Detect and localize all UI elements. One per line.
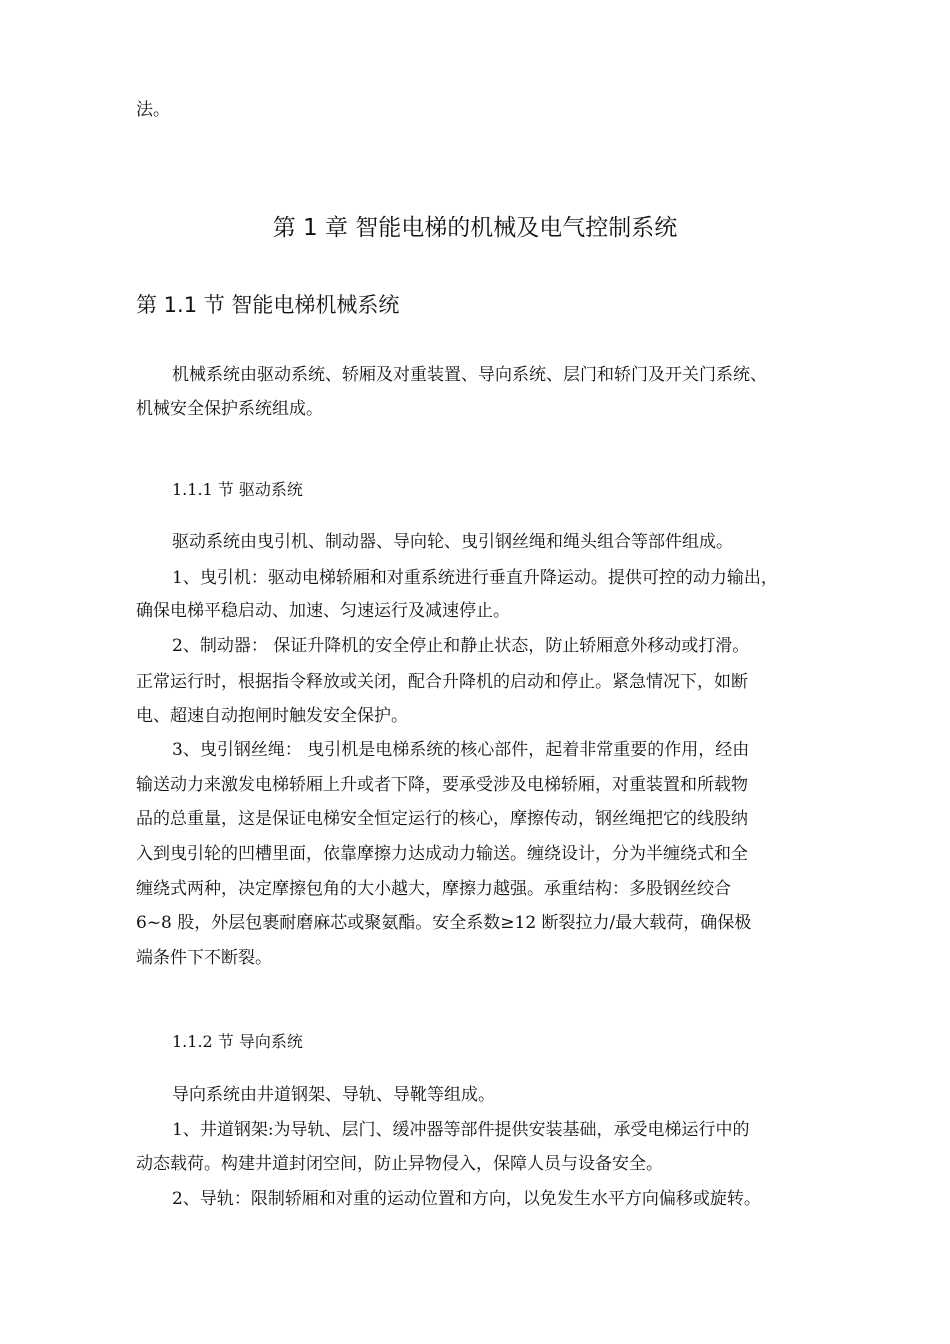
subsection-title: 1.1.2 节 导向系统 xyxy=(172,1032,303,1051)
paragraph-line: 机械安全保护系统组成。 xyxy=(136,399,323,419)
paragraph-line: 端条件下不断裂。 xyxy=(136,948,272,968)
paragraph-line: 3、曳引钢丝绳： 曳引机是电梯系统的核心部件，起着非常重要的作用，经由 xyxy=(172,740,750,760)
text-line: 法。 xyxy=(136,100,170,120)
paragraph-line: 动态载荷。构建井道封闭空间，防止异物侵入，保障人员与设备安全。 xyxy=(136,1154,663,1174)
paragraph-line: 6~8 股，外层包裹耐磨麻芯或聚氨酯。安全系数≥12 断裂拉力/最大载荷，确保极 xyxy=(136,913,752,933)
paragraph-line: 输送动力来激发电梯轿厢上升或者下降，要承受涉及电梯轿厢，对重装置和所载物 xyxy=(136,775,748,795)
paragraph-line: 电、超速自动抱闸时触发安全保护。 xyxy=(136,706,408,726)
paragraph-line: 2、制动器： 保证升降机的安全停止和静止状态，防止轿厢意外移动或打滑。 xyxy=(172,636,750,656)
paragraph-line: 2、导轨：限制轿厢和对重的运动位置和方向，以免发生水平方向偏移或旋转。 xyxy=(172,1189,761,1209)
paragraph-line: 机械系统由驱动系统、轿厢及对重装置、导向系统、层门和轿门及开关门系统、 xyxy=(172,365,767,385)
paragraph-line: 驱动系统由曳引机、制动器、导向轮、曳引钢丝绳和绳头组合等部件组成。 xyxy=(172,532,733,552)
paragraph-line: 确保电梯平稳启动、加速、匀速运行及减速停止。 xyxy=(136,601,510,621)
paragraph-line: 1、曳引机：驱动电梯轿厢和对重系统进行垂直升降运动。提供可控的动力输出， xyxy=(172,568,778,588)
paragraph-line: 入到曳引轮的凹槽里面，依靠摩擦力达成动力输送。缠绕设计，分为半缠绕式和全 xyxy=(136,844,748,864)
paragraph-line: 正常运行时，根据指令释放或关闭，配合升降机的启动和停止。紧急情况下，如断 xyxy=(136,672,748,692)
subsection-title: 1.1.1 节 驱动系统 xyxy=(172,480,303,499)
section-title: 第 1.1 节 智能电梯机械系统 xyxy=(136,293,400,317)
chapter-title: 第 1 章 智能电梯的机械及电气控制系统 xyxy=(272,215,678,241)
paragraph-line: 导向系统由井道钢架、导轨、导靴等组成。 xyxy=(172,1085,495,1105)
paragraph-line: 品的总重量，这是保证电梯安全恒定运行的核心，摩擦传动，钢丝绳把它的线股纳 xyxy=(136,809,748,829)
paragraph-line: 1、井道钢架:为导轨、层门、缓冲器等部件提供安装基础，承受电梯运行中的 xyxy=(172,1120,750,1140)
paragraph-line: 缠绕式两种，决定摩擦包角的大小越大，摩擦力越强。承重结构：多股钢丝绞合 xyxy=(136,879,731,899)
